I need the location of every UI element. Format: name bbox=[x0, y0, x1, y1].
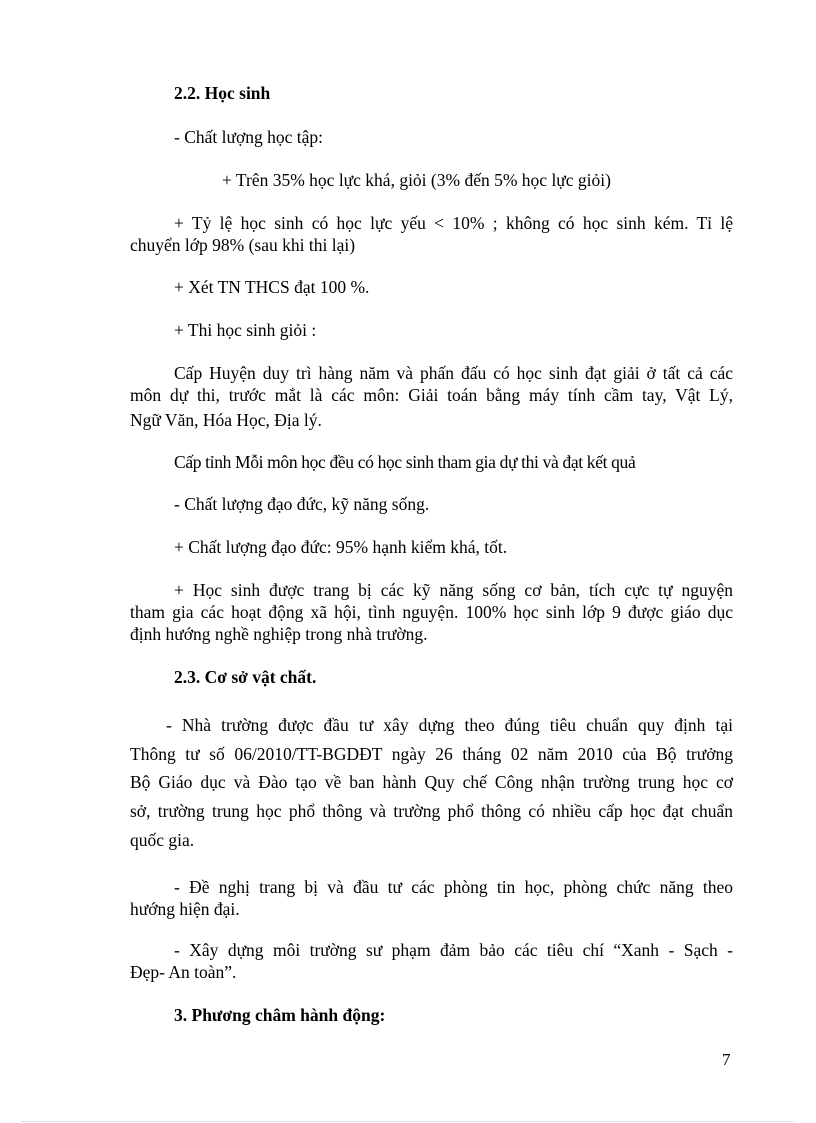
paragraph-line: - Chất lượng đạo đức, kỹ năng sống. bbox=[174, 494, 430, 514]
paragraph-line: Cấp Huyện duy trì hàng năm và phấn đấu có học sinh đạt giải ở tất cả các bbox=[174, 363, 733, 383]
paragraph-line: - Xây dựng môi trường sư phạm đảm bảo các tiêu chí “Xanh - Sạch - bbox=[174, 940, 733, 960]
paragraph-line: chuyển lớp 98% (sau khi thi lại) bbox=[130, 235, 356, 255]
paragraph-line: môn dự thi, trước mắt là các môn: Giải toán bằng máy tính cầm tay, Vật Lý, bbox=[130, 385, 733, 405]
page-number: 7 bbox=[722, 1050, 731, 1069]
paragraph-line: + Trên 35% học lực khá, giỏi (3% đến 5% học lực giỏi) bbox=[222, 170, 611, 190]
paragraph-line: Thông tư số 06/2010/TT-BGDĐT ngày 26 tháng 02 năm 2010 của Bộ trưởng bbox=[130, 744, 733, 764]
paragraph-line: - Chất lượng học tập: bbox=[174, 127, 323, 147]
paragraph-line: tham gia các hoạt động xã hội, tình nguyện. 100% học sinh lớp 9 được giáo dục bbox=[130, 602, 733, 622]
paragraph-line: Cấp tỉnh Mỗi môn học đều có học sinh tham gia dự thi và đạt kết quả bbox=[174, 452, 636, 472]
paragraph-line: Ngữ Văn, Hóa Học, Địa lý. bbox=[130, 410, 322, 430]
paragraph-line: + Chất lượng đạo đức: 95% hạnh kiểm khá, tốt. bbox=[174, 537, 508, 557]
paragraph-line: sở, trường trung học phổ thông và trường phổ thông có nhiều cấp học đạt chuẩn bbox=[130, 801, 733, 821]
paragraph-line: + Thi học sinh giỏi : bbox=[174, 320, 317, 340]
paragraph-line: Đẹp- An toàn”. bbox=[130, 962, 237, 982]
paragraph-line: + Học sinh được trang bị các kỹ năng sống cơ bản, tích cực tự nguyện bbox=[174, 580, 733, 600]
paragraph-line: - Nhà trường được đầu tư xây dựng theo đúng tiêu chuẩn quy định tại bbox=[166, 715, 733, 735]
section-heading-phuong-cham: 3. Phương châm hành động: bbox=[174, 1005, 386, 1025]
paragraph-line: + Xét TN THCS đạt 100 %. bbox=[174, 277, 370, 297]
page-bottom-divider bbox=[22, 1121, 794, 1122]
section-heading-co-so-vat-chat: 2.3. Cơ sở vật chất. bbox=[174, 667, 317, 687]
paragraph-line: - Đề nghị trang bị và đầu tư các phòng tin học, phòng chức năng theo bbox=[174, 877, 733, 897]
paragraph-line: + Tỷ lệ học sinh có học lực yếu < 10% ; không có học sinh kém. Tỉ lệ bbox=[174, 213, 733, 233]
section-heading-hoc-sinh: 2.2. Học sinh bbox=[174, 83, 271, 103]
paragraph-line: hướng hiện đại. bbox=[130, 899, 240, 919]
paragraph-line: Bộ Giáo dục và Đào tạo về ban hành Quy chế Công nhận trường trung học cơ bbox=[130, 772, 733, 792]
paragraph-line: định hướng nghề nghiệp trong nhà trường. bbox=[130, 624, 428, 644]
paragraph-line: quốc gia. bbox=[130, 830, 195, 850]
